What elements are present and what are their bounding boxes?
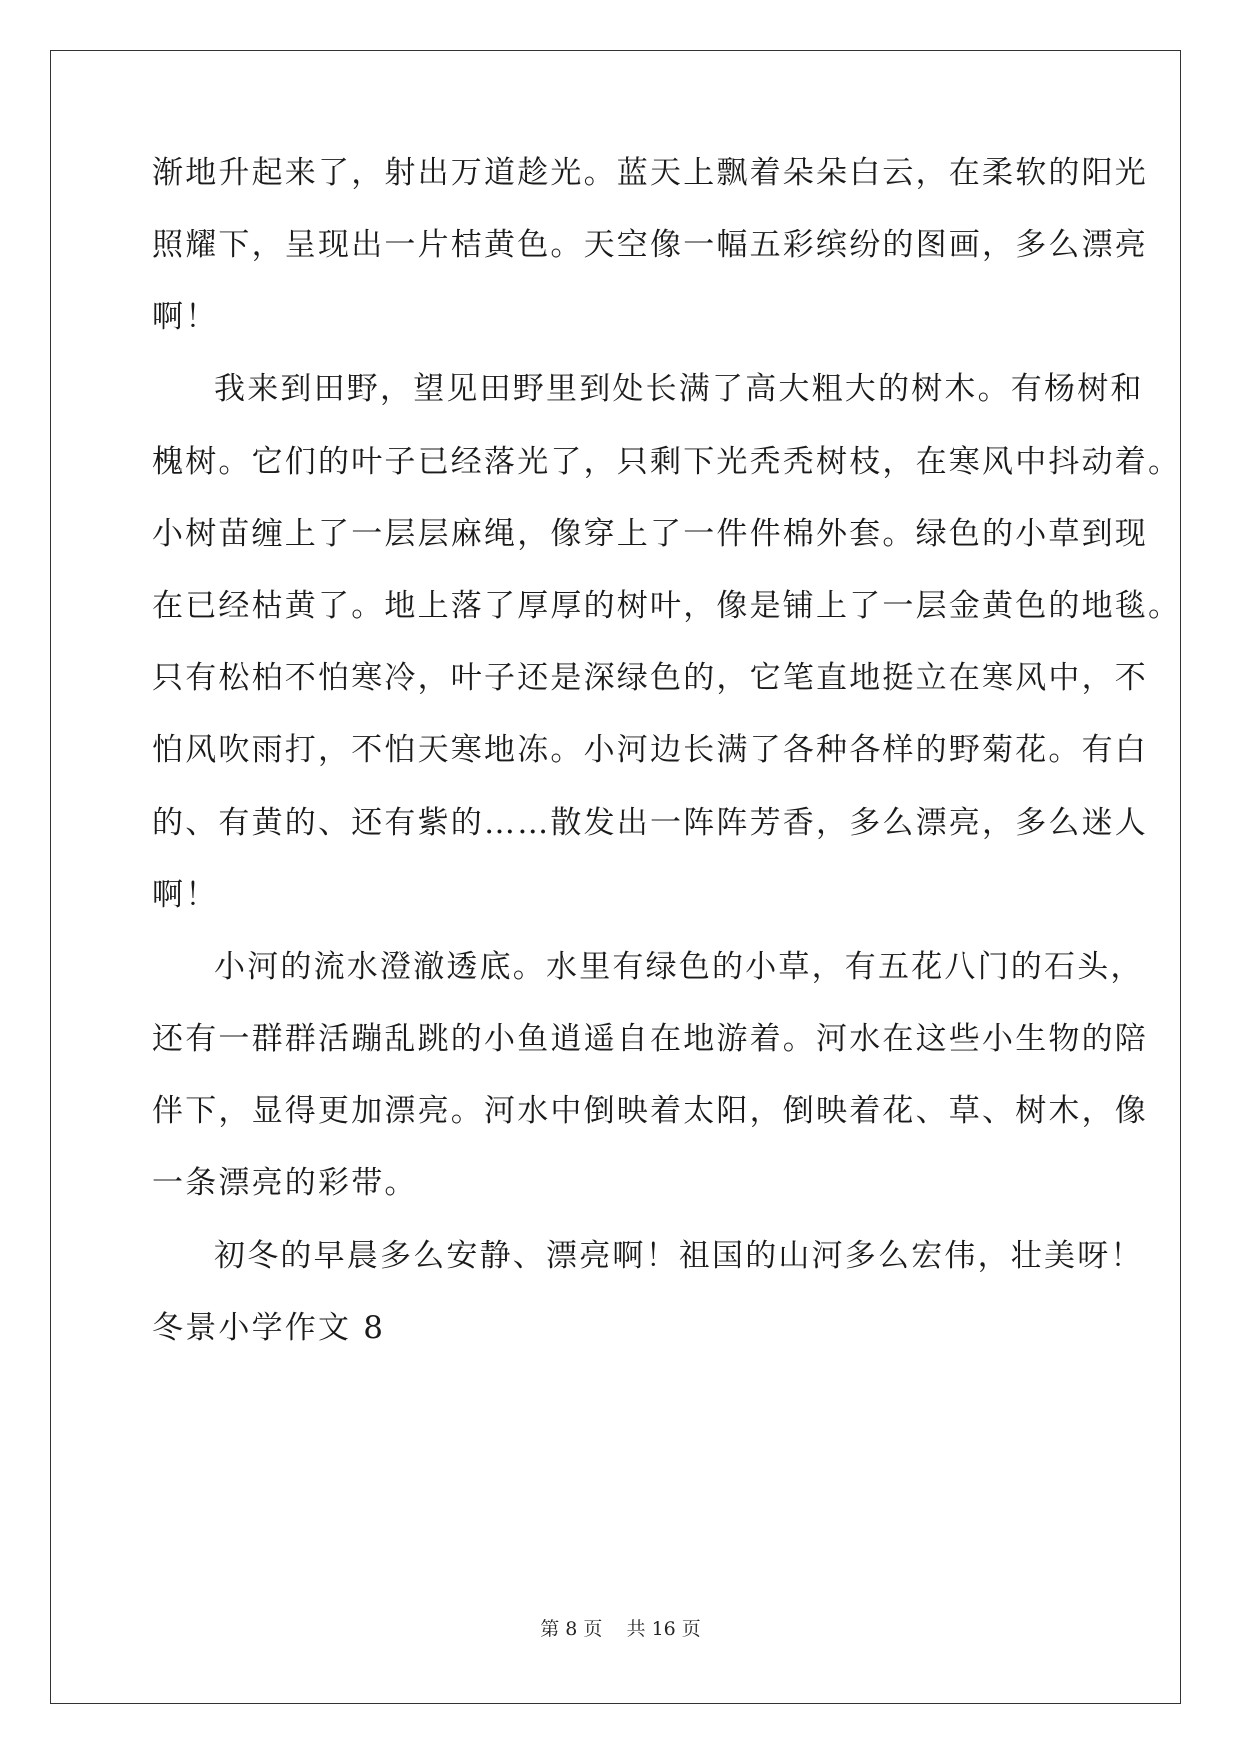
paragraph-start-line: 我来到田野，望见田野里到处长满了高大粗大的树木。有杨树和 <box>214 371 1144 407</box>
text-line: 小树苗缠上了一层层麻绳，像穿上了一件件棉外套。绿色的小草到现 <box>152 516 1148 552</box>
section-heading: 冬景小学作文 8 <box>152 1310 386 1346</box>
text-line: 槐树。它们的叶子已经落光了，只剩下光秃秃树枝，在寒风中抖动着。 <box>152 444 1182 480</box>
text-line: 伴下，显得更加漂亮。河水中倒映着太阳，倒映着花、草、树木，像 <box>152 1093 1148 1129</box>
text-line: 一条漂亮的彩带。 <box>152 1165 418 1201</box>
footer-spacer <box>602 1618 626 1640</box>
paragraph-start-line: 初冬的早晨多么安静、漂亮啊！祖国的山河多么宏伟，壮美呀！ <box>214 1238 1144 1274</box>
page-total: 共 16 页 <box>626 1618 701 1640</box>
text-line: 怕风吹雨打，不怕天寒地冻。小河边长满了各种各样的野菊花。有白 <box>152 732 1148 768</box>
text-line: 渐地升起来了，射出万道趁光。蓝天上飘着朵朵白云，在柔软的阳光 <box>152 155 1148 191</box>
page-number: 第 8 页 <box>540 1618 603 1640</box>
page-footer <box>0 1617 1241 1641</box>
page-border <box>50 50 1181 1704</box>
paragraph-start-line: 小河的流水澄澈透底。水里有绿色的小草，有五花八门的石头， <box>214 949 1144 985</box>
text-line: 照耀下，呈现出一片桔黄色。天空像一幅五彩缤纷的图画，多么漂亮 <box>152 227 1148 263</box>
text-line: 的、有黄的、还有紫的……散发出一阵阵芳香，多么漂亮，多么迷人 <box>152 805 1148 841</box>
text-line: 啊！ <box>152 877 219 913</box>
text-line: 在已经枯黄了。地上落了厚厚的树叶，像是铺上了一层金黄色的地毯。 <box>152 588 1182 624</box>
text-line: 啊！ <box>152 299 219 335</box>
text-line: 还有一群群活蹦乱跳的小鱼逍遥自在地游着。河水在这些小生物的陪 <box>152 1021 1148 1057</box>
text-line: 只有松柏不怕寒冷，叶子还是深绿色的，它笔直地挺立在寒风中，不 <box>152 660 1148 696</box>
